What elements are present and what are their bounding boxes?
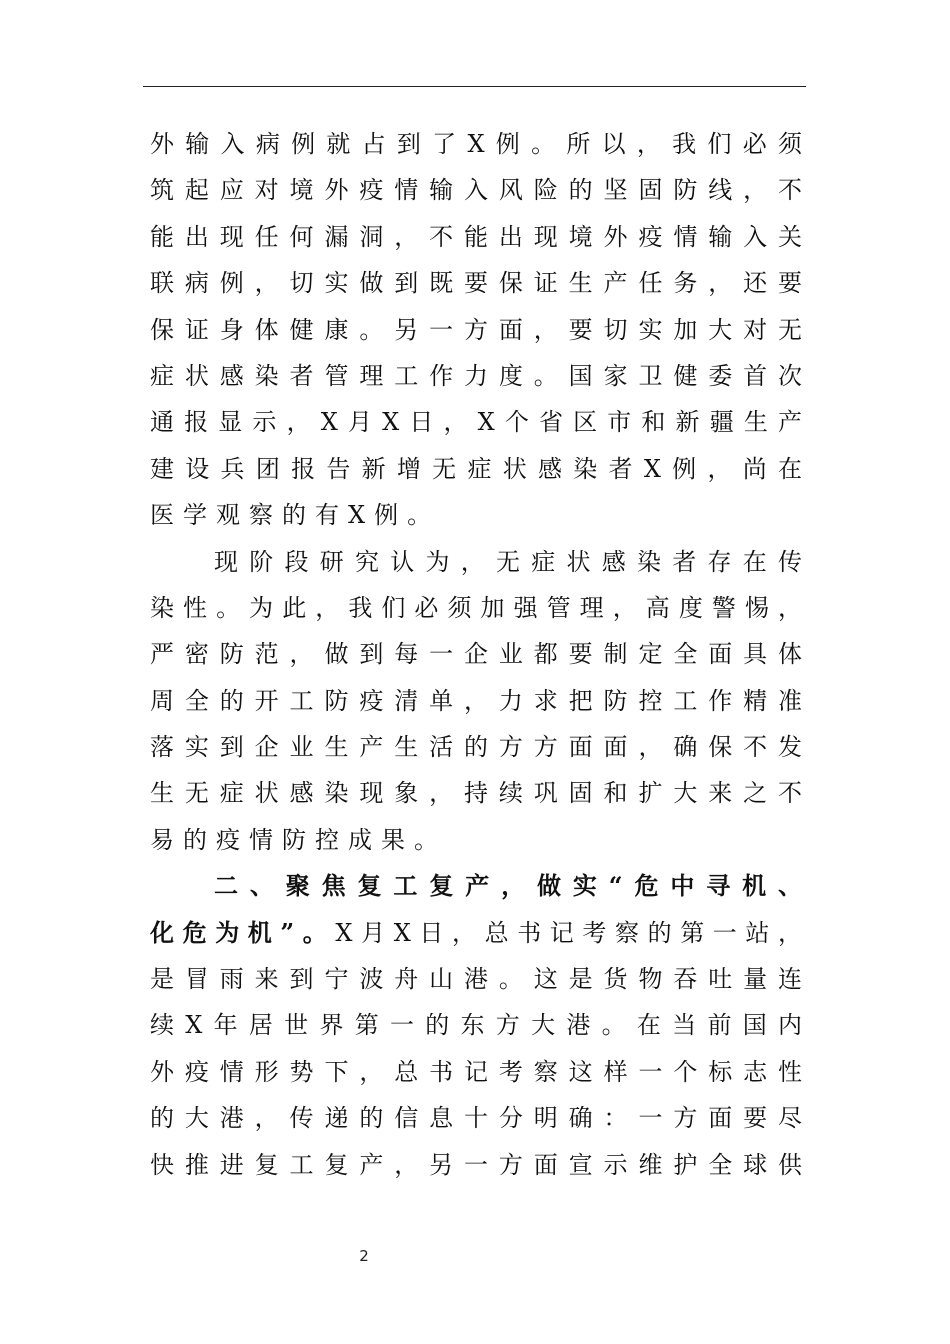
document-body [150,121,802,1188]
header-rule [143,86,806,87]
section-heading-end: 化危为机”。 [150,917,336,947]
text-line: 保证身体健康。另一方面，要切实加大对无 [150,315,802,344]
text-line: 症状感染者管理工作力度。国家卫健委首次 [150,361,802,390]
text-line: 建设兵团报告新增无症状感染者X例，尚在 [150,454,802,483]
text-line: 严密防范，做到每一企业都要制定全面具体 [150,640,802,669]
text-line: 周全的开工防疫清单，力求把防控工作精准 [150,686,802,715]
section-body-start: X月X日，总书记考察的第一站， [335,918,803,947]
text-line: 筑起应对境外疫情输入风险的坚固防线，不 [150,176,802,205]
paragraph-start-line: 现阶段研究认为，无症状感染者存在传 [214,547,802,576]
section-heading-line [150,863,802,909]
text-line: 续X年居世界第一的东方大港。在当前国内 [150,1011,802,1040]
text-line: 外输入病例就占到了X例。所以，我们必须 [150,130,802,158]
text-line: 快推进复工复产，另一方面宣示维护全球供 [150,1150,802,1179]
text-line: 通报显示，X月X日，X个省区市和新疆生产 [150,408,802,437]
text-line: 落实到企业生产生活的方方面面，确保不发 [150,733,802,762]
page-number: 2 [359,1247,369,1265]
text-line: 外疫情形势下，总书记考察这样一个标志性 [150,1057,802,1086]
text-line: 联病例，切实做到既要保证生产任务，还要 [150,269,802,298]
text-line: 的大港，传递的信息十分明确：一方面要尽 [150,1104,802,1133]
text-line: 生无症状感染现象，持续巩固和扩大来之不 [150,779,802,808]
text-line: 是冒雨来到宁波舟山港。这是货物吞吐量连 [150,965,802,994]
text-line: 易的疫情防控成果。 [150,825,447,854]
text-line [150,910,802,956]
text-line: 染性。为此，我们必须加强管理，高度警惕， [150,593,802,622]
text-line: 能出现任何漏洞，不能出现境外疫情输入关 [150,222,802,251]
text-line: 医学观察的有X例。 [150,501,441,530]
section-heading: 二、聚焦复工复产，做实“危中寻机、 [214,871,802,901]
